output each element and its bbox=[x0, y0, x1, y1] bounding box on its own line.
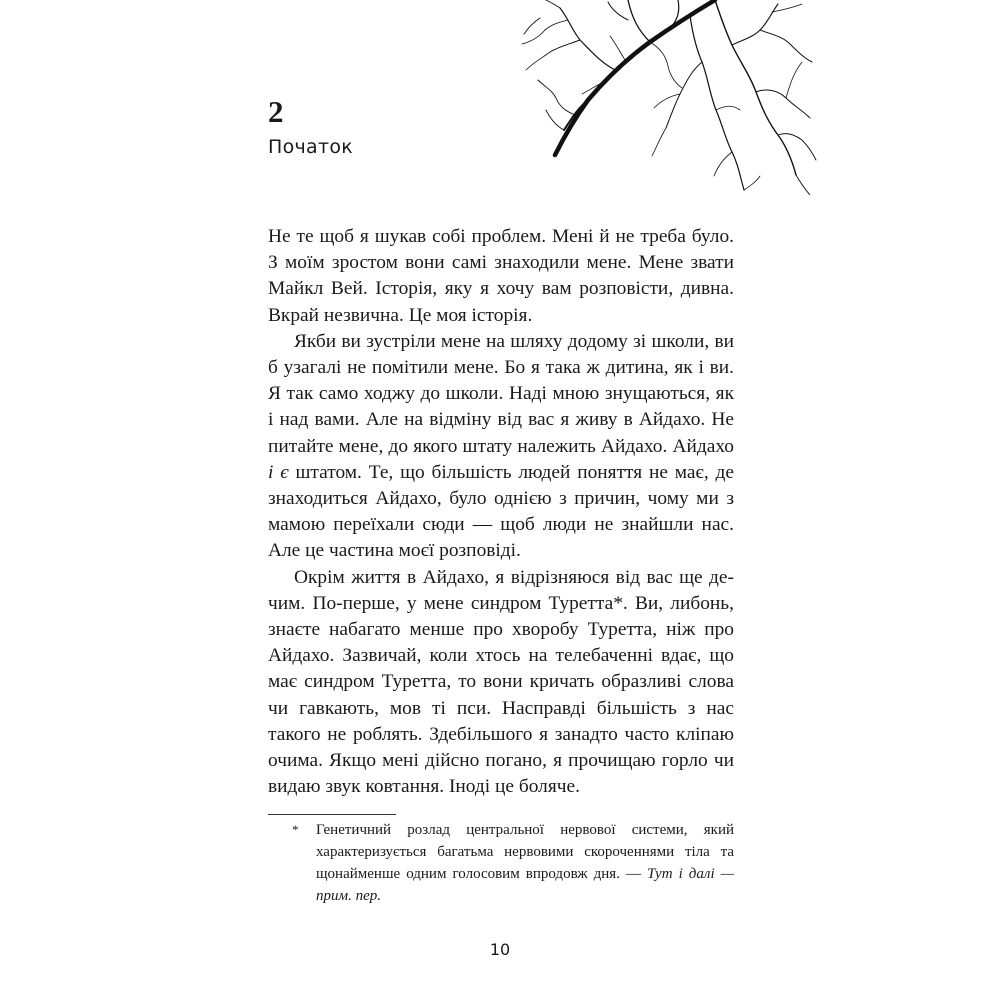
footnote bbox=[268, 819, 734, 907]
page-number: 10 bbox=[489, 940, 511, 959]
chapter-number: 2 bbox=[268, 94, 284, 129]
tree-branch-illustration bbox=[520, 0, 820, 195]
footnote-marker: * bbox=[292, 822, 299, 837]
paragraph-1: Не те щоб я шукав собі проблем. Мені й не треба було. З моїм зростом вони самі знаходили мене. Мене звати Майкл Вей. Історія, яку я хочу вам розповісти, дивна. Вкрай незвична. Це моя історія. bbox=[268, 226, 734, 326]
paragraph-2: Якби ви зустріли мене на шляху додому зі школи, ви б узагалі не помітили мене. Бо я така ж дитина, як і ви. Я так само ходжу до школи. Наді мною знущаються, як і над вами. Але на відміну від вас я живу в Айдахо. Не питайте мене, до якого штату належить Айдахо. Айдахо і є штатом. Те, що більшість людей поняття не має, де знаходиться Айдахо, було однією з причин, чому ми з мамою переїхали сюди — щоб люди не знайшли нас. Але це частина моєї розповіді. bbox=[268, 330, 734, 562]
italic-text: Тут і далі — прим. пер. bbox=[316, 866, 734, 904]
footnote-divider bbox=[268, 814, 396, 815]
paragraph-3: Окрім життя в Айдахо, я відрізняюся від вас ще дечим. По-перше, у мене синдром Туретта*. Ви, либонь, знаєте набагато менше про хворобу Туретта, ніж про Айдахо. Зазвичай, коли хтось на телебаченні вдає, що має синдром Туретта, то вони кричать образливі слова чи гавкають, мов ті пси. Насправді більшість з нас такого не роблять. Здебільшого я занадто часто кліпаю очима. Якщо мені дійсно погано, я прочищаю горло чи видаю звук ковтання. Іноді це боляче. bbox=[268, 566, 734, 798]
chapter-body bbox=[268, 224, 734, 800]
italic-text: і є bbox=[268, 461, 289, 483]
footnote-text: Генетичний розлад центральної нервової системи, який характеризується багатьма нервовими скороченнями тіла та щонайменше одним голосовим впродовж дня. — Тут і далі — прим. пер. bbox=[316, 822, 734, 904]
chapter-title: Початок bbox=[268, 136, 354, 158]
